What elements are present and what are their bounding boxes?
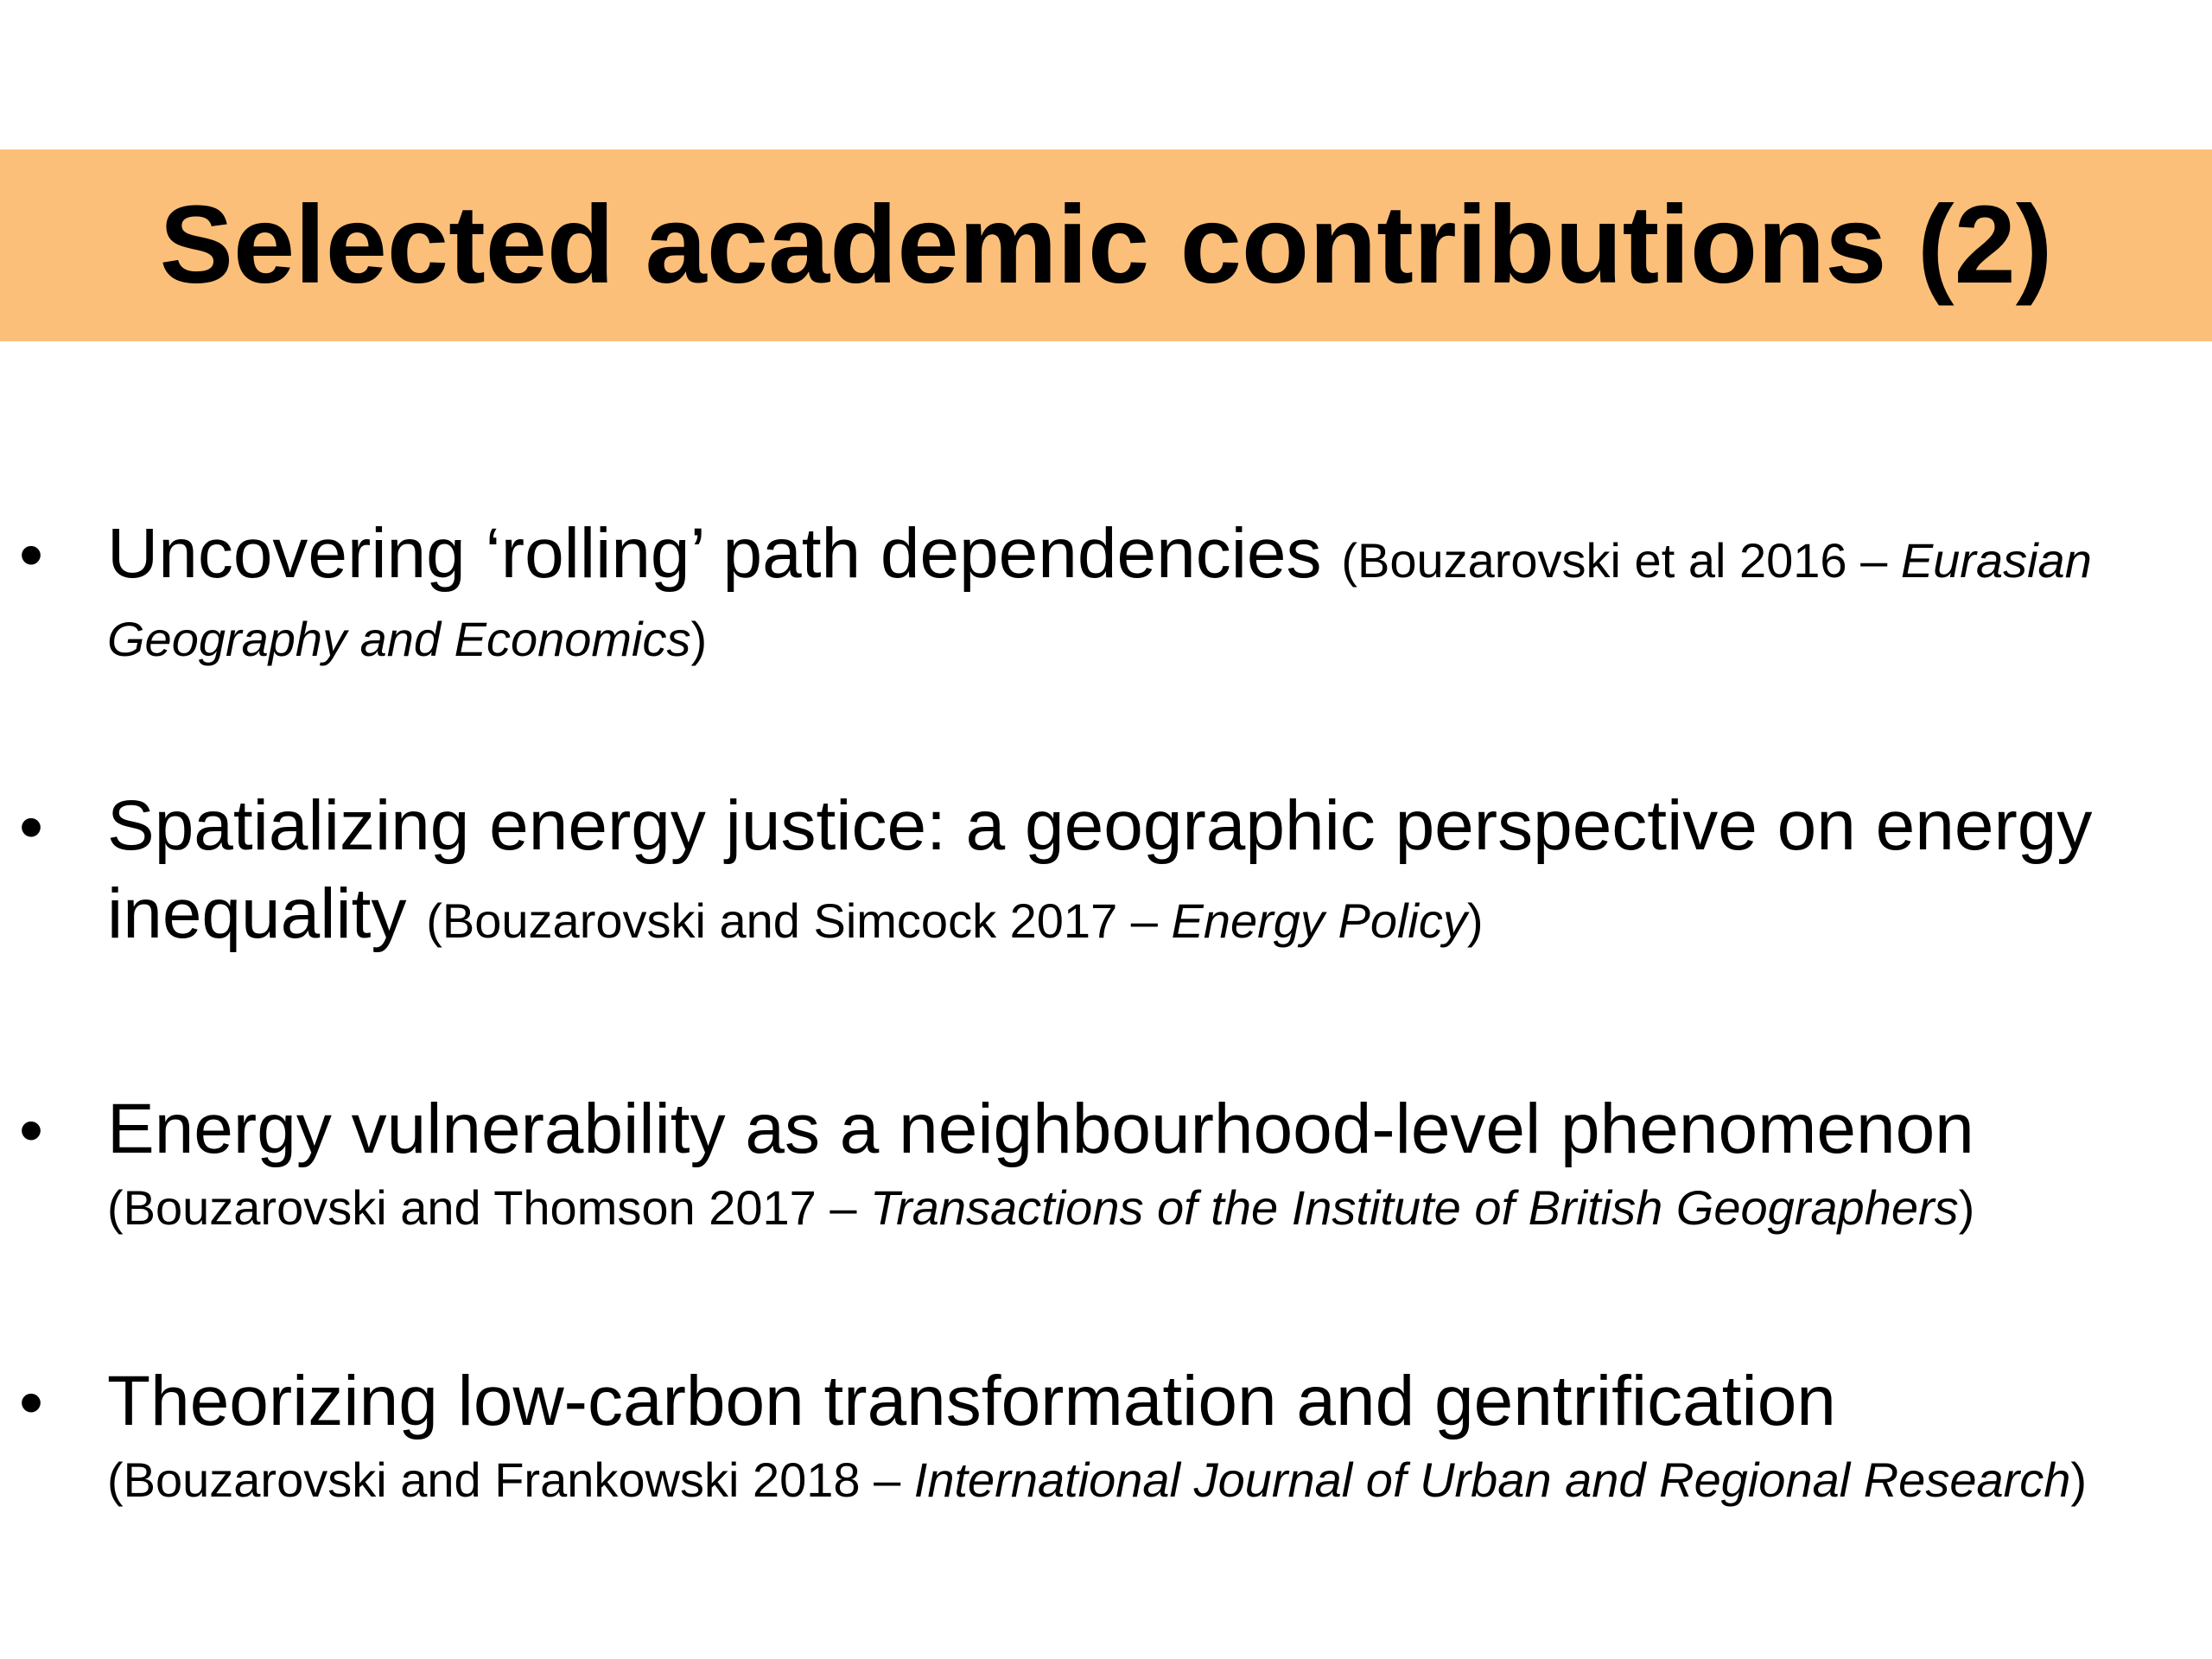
reference-line [107, 1446, 2177, 1515]
journal-name-cont: Geography and Economics [107, 612, 691, 666]
reference-open: (Bouzarovski and Simcock 2017 – [426, 893, 1172, 948]
bullet-text [107, 782, 2177, 965]
journal-name: Eurasian [1900, 533, 2092, 588]
bullet-text [107, 1085, 2177, 1243]
bullet-line [107, 510, 2177, 605]
reference-open: (Bouzarovski and Frankowski 2018 – [107, 1452, 914, 1507]
reference-open: (Bouzarovski and Thomson 2017 – [107, 1180, 871, 1235]
bullet-icon: • [19, 516, 44, 593]
reference-close: ) [1958, 1180, 1975, 1235]
slide-title: Selected academic contributions (2) [159, 183, 2053, 307]
bullet-line [107, 870, 2177, 965]
journal-name: Energy Policy [1171, 893, 1467, 948]
bullet-icon: • [19, 788, 44, 865]
bullet-icon: • [19, 1363, 44, 1440]
reference-line [107, 605, 2177, 674]
bullet-heading: Theorizing low-carbon transformation and gentrification [107, 1362, 1836, 1440]
reference-close: ) [1466, 893, 1484, 948]
reference-close: ) [2070, 1452, 2088, 1507]
bullet-icon: • [19, 1091, 44, 1168]
reference-line [107, 1173, 2177, 1243]
journal-name: International Journal of Urban and Regional Research [913, 1452, 2071, 1507]
reference-open: (Bouzarovski et al 2016 – [1341, 533, 1901, 588]
journal-name: Transactions of the Institute of British Geographers [870, 1180, 1959, 1235]
bullet-heading: Spatializing energy justice: a geographic perspective on energy [107, 786, 2093, 865]
bullet-heading: Energy vulnerability as a neighbourhood-level phenomenon [107, 1090, 1974, 1168]
bullet-heading: Uncovering ‘rolling’ path dependencies [107, 514, 1322, 593]
bullet-text [107, 510, 2177, 674]
bullet-heading-cont: inequality [107, 874, 407, 953]
bullet-text [107, 1357, 2177, 1515]
reference-close: ) [690, 612, 708, 666]
